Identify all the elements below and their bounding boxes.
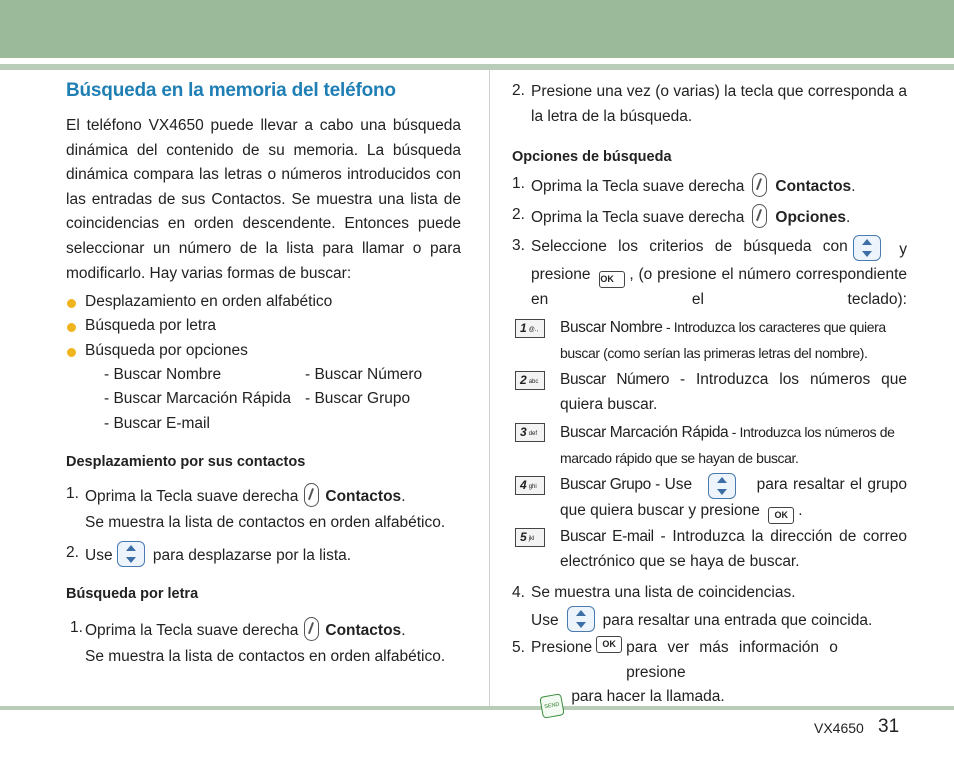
step-text-c: para hacer la llamada. xyxy=(571,688,725,706)
option-item: - Buscar Nombre xyxy=(104,366,222,383)
key-option-name: Buscar Grupo xyxy=(560,476,651,493)
right-soft-key-icon xyxy=(304,617,319,641)
step-number: 2. xyxy=(512,206,525,223)
step-instruction: Oprima la Tecla suave derecha xyxy=(531,178,745,195)
bullet-item: Búsqueda por opciones xyxy=(85,342,248,359)
step-text xyxy=(531,636,907,717)
step-text-c: presione xyxy=(531,265,591,283)
option-item: - Buscar Marcación Rápida xyxy=(104,390,291,407)
right-soft-key-icon xyxy=(752,173,767,197)
step-number: 3. xyxy=(512,237,525,254)
step-text: Oprima la Tecla suave derecha Contactos. xyxy=(85,483,406,510)
nav-key-icon xyxy=(117,541,145,567)
intro-paragraph: El teléfono VX4650 puede llevar a cabo una búsqueda dinámica del contenido de su memoria. La búsqueda dinámica compara las letras o números introducidos con las entradas de sus Contactos. Se muestra una lista de coincidencias en orden descendente. Entonces puede seleccionar un número de la lista para llamar o para modificarlo. Hay varias formas de buscar: xyxy=(66,117,461,282)
nav-key-icon xyxy=(567,606,595,632)
step-instruction: Oprima la Tecla suave derecha xyxy=(85,488,299,505)
step-bold: Contactos xyxy=(325,488,402,505)
step-pre: Use xyxy=(85,547,113,564)
step-post: para desplazarse por la lista. xyxy=(152,547,352,564)
key-option xyxy=(560,315,907,366)
ok-key-icon: OK xyxy=(596,636,622,653)
footer-model: VX4650 xyxy=(814,720,864,736)
section-heading: Desplazamiento por sus contactos xyxy=(66,454,306,470)
key-option-name: Buscar Nombre xyxy=(560,319,663,336)
key-option-name: Buscar Marcación Rápida xyxy=(560,424,729,441)
key-3-icon: 3 def xyxy=(515,423,545,442)
key-option-desc: - Use xyxy=(650,476,693,493)
key-option-name: Buscar E-mail xyxy=(560,528,654,545)
nav-key-icon xyxy=(853,235,881,261)
key-option-name: Buscar Número xyxy=(560,371,670,388)
step-number: 2. xyxy=(66,544,79,561)
key-option: Buscar Grupo - Use para resaltar el grupo que quiera buscar y presione OK . xyxy=(560,473,907,524)
step-number: 4. xyxy=(512,584,525,601)
section-heading: Búsqueda por letra xyxy=(66,586,199,602)
bullet-dot xyxy=(67,348,76,357)
step-text xyxy=(85,541,351,569)
bullet-dot xyxy=(67,323,76,332)
right-soft-key-icon xyxy=(304,483,319,507)
key-1-icon: 1 @., xyxy=(515,319,545,338)
key-option-desc: - Introduzca la dirección de correo electrónico que se haya de buscar. xyxy=(560,528,907,570)
key-option xyxy=(560,368,907,417)
option-item: - Buscar E-mail xyxy=(104,415,210,432)
key-option xyxy=(560,525,907,574)
step-bold: Opciones xyxy=(775,209,847,226)
step-text: Oprima la Tecla suave derecha Opciones. xyxy=(531,204,850,231)
step-instruction: Oprima la Tecla suave derecha xyxy=(85,622,299,639)
header-rule xyxy=(0,64,954,70)
step-text-b: para ver más información o presione xyxy=(626,639,838,681)
step-pre: Use xyxy=(531,612,559,629)
ok-key-icon: OK xyxy=(768,507,794,524)
step-text xyxy=(531,235,907,312)
header-band xyxy=(0,0,954,58)
key-option-desc: - Introduzca los números que quiera buscar. xyxy=(560,371,907,413)
section-heading: Opciones de búsqueda xyxy=(512,149,672,165)
step-text-d: , (o presione el número correspondiente en el teclado): xyxy=(531,265,907,308)
step-text-a: Seleccione los criterios de búsqueda con xyxy=(531,238,848,255)
column-divider xyxy=(489,70,490,706)
step-number: 1. xyxy=(70,619,83,636)
step-note: Se muestra la lista de contactos en orden alfabético. xyxy=(85,648,446,665)
step-number: 1. xyxy=(512,175,525,192)
right-soft-key-icon xyxy=(752,204,767,228)
page-title: Búsqueda en la memoria del teléfono xyxy=(66,80,396,101)
option-item: - Buscar Número xyxy=(305,366,423,383)
step-bold: Contactos xyxy=(325,622,402,639)
ok-key-icon: OK xyxy=(599,271,625,288)
step-text: Oprima la Tecla suave derecha Contactos. xyxy=(85,617,406,644)
option-item: - Buscar Grupo xyxy=(305,390,411,407)
step-note: Se muestra la lista de contactos en orden alfabético. xyxy=(85,514,446,531)
step-text-b: y xyxy=(899,241,907,258)
key-option xyxy=(560,420,907,471)
bullet-item: Desplazamiento en orden alfabético xyxy=(85,293,333,310)
step-bold: Contactos xyxy=(775,178,852,195)
step-post: para resaltar una entrada que coincida. xyxy=(602,612,873,629)
step-text: Se muestra una lista de coincidencias. xyxy=(531,584,796,601)
step-text: Presione una vez (o varias) la tecla que corresponda a la letra de la búsqueda. xyxy=(531,83,907,125)
step-number: 5. xyxy=(512,639,525,656)
bullet-item: Búsqueda por letra xyxy=(85,317,216,334)
page-number: 31 xyxy=(878,716,900,737)
step-number: 1. xyxy=(66,485,79,502)
key-5-icon: 5 jkl xyxy=(515,528,545,547)
nav-key-icon xyxy=(708,473,736,499)
key-4-icon: 4 ghi xyxy=(515,476,545,495)
step-number: 2. xyxy=(512,82,525,99)
step-text xyxy=(531,606,872,634)
key-2-icon: 2 abc xyxy=(515,371,545,390)
step-text: Oprima la Tecla suave derecha Contactos. xyxy=(531,173,856,200)
bullet-dot xyxy=(67,299,76,308)
send-key-icon: SEND xyxy=(539,693,564,718)
key-option-desc: - Introduzca los caracteres que quiera buscar (como serían las primeras letras del nombre). xyxy=(560,319,886,361)
step-instruction: Oprima la Tecla suave derecha xyxy=(531,209,745,226)
step-text-a: Presione xyxy=(531,639,593,656)
key-option-desc: - Introduzca los números de marcado rápido que se hayan de buscar. xyxy=(560,424,895,466)
